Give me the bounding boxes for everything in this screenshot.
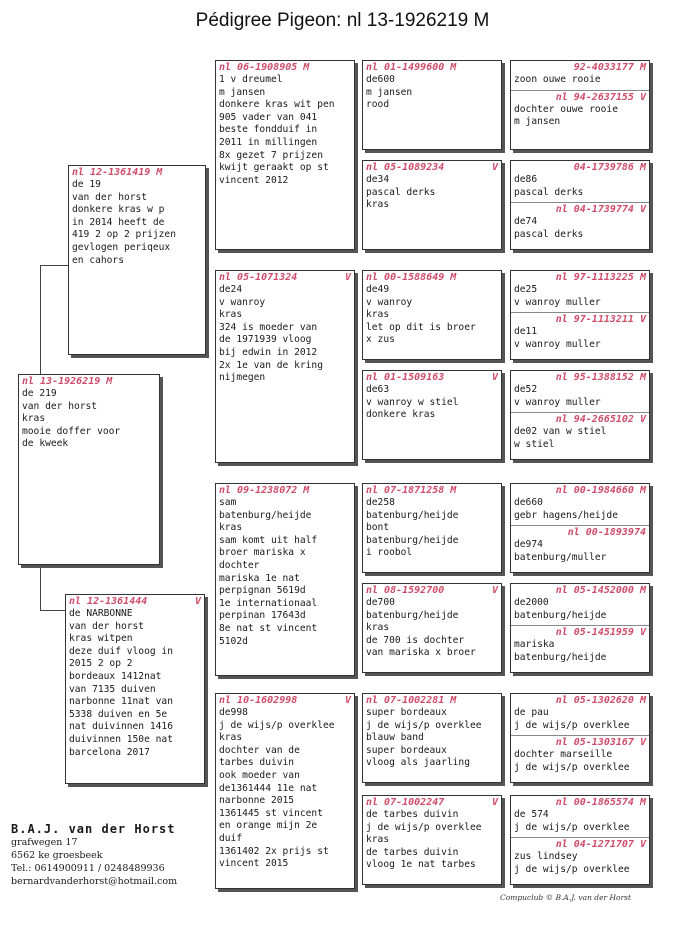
info-line: nijmegen (219, 372, 266, 384)
info-line: vincent 2015 (219, 858, 289, 870)
info-line: zus lindsey (514, 851, 578, 863)
pigeon-info (511, 174, 649, 199)
info-line: blauw band (366, 732, 424, 744)
info-line: de 574 (514, 809, 549, 820)
info-line: 8x gezet 7 prijzen (219, 149, 323, 161)
info-line: v wanroy muller (514, 296, 601, 308)
info-line: kras (22, 413, 46, 425)
info-line: v wanroy (366, 296, 413, 308)
subject-pigeon-card[interactable] (18, 374, 160, 565)
info-line: van 7135 duiven (69, 683, 156, 695)
info-line: mooie doffer voor (22, 425, 121, 437)
info-line: kras (366, 199, 390, 211)
info-line: de86 (514, 174, 538, 185)
info-line: j de wijs/p overklee (366, 719, 482, 731)
info-line: rood (366, 99, 390, 111)
gen5-pair-card[interactable] (510, 483, 650, 573)
info-line: broer mariska x (219, 547, 306, 559)
info-line: de NARBONNE (69, 608, 133, 619)
info-line: sam (219, 497, 237, 508)
sire-entry (511, 584, 649, 622)
pigeon-info (511, 284, 649, 309)
ring-number: 92-4033177 M (573, 62, 646, 73)
dam-entry (511, 837, 649, 876)
info-line: w stiel (514, 438, 555, 450)
sex: V (344, 272, 351, 283)
dam-entry (511, 202, 649, 241)
great-grandparent-card[interactable] (362, 160, 502, 250)
dam-entry (511, 735, 649, 774)
grandparent-card[interactable] (215, 60, 355, 250)
info-line: duif (219, 832, 243, 844)
dam-entry (511, 625, 649, 664)
info-line: kras (219, 732, 243, 744)
page-title: Pédigree Pigeon: nl 13-1926219 M (195, 10, 490, 31)
info-line: 2x 1e van de kring (219, 359, 323, 371)
sire-entry (511, 371, 649, 409)
great-grandparent-card[interactable] (362, 583, 502, 673)
ring-number: nl 05-1089234 (366, 162, 445, 173)
info-line: bont (366, 522, 390, 534)
pigeon-info (511, 707, 649, 732)
info-line: beste fondduif in (219, 124, 318, 136)
pigeon-info (216, 284, 354, 385)
info-line: bordeaux 1412nat (69, 670, 162, 682)
pigeon-info (69, 179, 205, 267)
grandparent-card[interactable] (215, 483, 355, 676)
info-line: de660 (514, 497, 543, 508)
sire-entry (511, 271, 649, 309)
info-line: j de wijs/p overklee (514, 761, 630, 773)
ring-number: nl 94-2637155 V (555, 91, 646, 103)
info-line: de2000 (514, 597, 549, 608)
info-line: i roobol (366, 547, 413, 559)
ring-number: nl 94-2665102 V (555, 414, 646, 426)
info-line: donkere kras (366, 409, 436, 421)
info-line: batenburg/heijde (366, 534, 459, 546)
ring-number: nl 97-1113225 M (555, 272, 646, 283)
breeder-phone: Tel.: 0614900911 / 0248489936 (11, 863, 165, 874)
sire-entry (511, 484, 649, 522)
info-line: vloog 1e nat tarbes (366, 859, 476, 871)
info-line: de pau (514, 707, 549, 718)
connector-dam-hook (40, 610, 66, 611)
great-grandparent-card[interactable] (362, 483, 502, 573)
info-line: j de wijs/p overklee (366, 821, 482, 833)
info-line: v wanroy (219, 296, 266, 308)
pigeon-info (66, 608, 204, 759)
info-line: j de wijs/p overklee (514, 821, 630, 833)
breeder-address: grafwegen 17 (11, 837, 78, 848)
info-line: 2011 in millingen (219, 136, 318, 148)
pigeon-info (511, 749, 649, 774)
info-line: van der horst (72, 191, 148, 203)
info-line: van mariska x broer (366, 647, 476, 659)
sex: V (491, 797, 498, 808)
pigeon-info (363, 284, 501, 347)
info-line: de 19 (72, 179, 101, 190)
info-line: en orange mijn 2e (219, 820, 318, 832)
gen5-pair-card[interactable] (510, 60, 650, 150)
info-line: 419 2 op 2 prijzen (72, 229, 176, 241)
info-line: sam komt uit half (219, 534, 318, 546)
info-line: donkere kras w p (72, 204, 165, 216)
ring-number: nl 05-1302620 M (555, 695, 646, 706)
info-line: dochter van de (219, 744, 300, 756)
ring-number: nl 13-1926219 M (22, 376, 113, 387)
dam-entry (511, 312, 649, 351)
info-line: perpignan 5619d (219, 585, 306, 597)
pigeon-info (511, 539, 649, 564)
info-line: v wanroy muller (514, 396, 601, 408)
info-line: 8e nat st vincent (219, 622, 318, 634)
grandparent-card[interactable] (215, 270, 355, 463)
info-line: 1361445 st vincent (219, 807, 323, 819)
info-line: kras (366, 622, 390, 634)
ring-number: nl 07-1002247 (366, 797, 445, 808)
gen5-pair-card[interactable] (510, 160, 650, 250)
info-line: pascal derks (514, 186, 584, 198)
grandparent-card[interactable] (215, 693, 355, 889)
info-line: de998 (219, 707, 248, 718)
info-line: van der horst (22, 400, 98, 412)
info-line: kwijt geraakt op st (219, 162, 329, 174)
info-line: pascal derks (514, 228, 584, 240)
pigeon-info (511, 216, 649, 241)
ring-number: nl 01-1499600 M (366, 62, 457, 73)
info-line: de63 (366, 384, 390, 395)
sex: V (491, 162, 498, 173)
info-line: m jansen (366, 86, 413, 98)
info-line: de02 van w stiel (514, 426, 607, 438)
info-line: tarbes duivin (219, 757, 295, 769)
info-line: mariska (514, 639, 555, 651)
pigeon-info (511, 809, 649, 834)
sire-entry (511, 694, 649, 732)
info-line: kras (366, 309, 390, 321)
ring-number: 04-1739786 M (573, 162, 646, 173)
sire-card[interactable] (68, 165, 206, 355)
info-line: van der horst (69, 620, 145, 632)
info-line: let op dit is broer (366, 321, 476, 333)
ring-number: nl 05-1071324 (219, 272, 298, 283)
pigeon-info (511, 639, 649, 664)
sex: V (491, 585, 498, 596)
info-line: m jansen (219, 86, 266, 98)
dam-entry (511, 90, 649, 129)
pigeon-info (511, 74, 649, 87)
breeder-name: B.A.J. van der Horst (11, 822, 176, 836)
breeder-info (11, 822, 177, 888)
info-line: v wanroy w stiel (366, 396, 459, 408)
info-line: super bordeaux (366, 707, 447, 718)
info-line: kras (219, 309, 243, 321)
ring-number: nl 04-1739774 V (555, 204, 646, 216)
info-line: de24 (219, 284, 243, 295)
breeder-city: 6562 ke groesbeek (11, 850, 103, 861)
ring-number: nl 95-1388152 M (555, 372, 646, 383)
dam-entry (511, 412, 649, 451)
info-line: gevlogen periqeux (72, 241, 171, 253)
sire-entry (511, 161, 649, 199)
info-line: j de wijs/p overklee (514, 719, 630, 731)
info-line: nat duivinnen 1416 (69, 721, 173, 733)
ring-number: nl 97-1113211 V (555, 314, 646, 326)
pigeon-info (511, 851, 649, 876)
info-line: de 219 (22, 388, 57, 399)
pigeon-info (511, 497, 649, 522)
info-line: de49 (366, 284, 390, 295)
info-line: vincent 2012 (219, 174, 289, 186)
info-line: de25 (514, 284, 538, 295)
info-line: de74 (514, 216, 538, 228)
info-line: de kweek (22, 438, 69, 450)
info-line: de974 (514, 539, 543, 551)
info-line: batenburg/heijde (514, 609, 607, 621)
info-line: duivinnen 150e nat (69, 733, 173, 745)
ring-number: nl 05-1452000 M (555, 585, 646, 596)
sex: V (491, 372, 498, 383)
pigeon-info (511, 384, 649, 409)
pigeon-info (511, 104, 649, 129)
info-line: de11 (514, 326, 538, 338)
info-line: in 2014 heeft de (72, 216, 165, 228)
info-line: de1361444 11e nat (219, 782, 318, 794)
pigeon-info (216, 497, 354, 648)
info-line: batenburg/heijde (219, 509, 312, 521)
ring-number: nl 10-1602998 (219, 695, 298, 706)
ring-number: nl 00-1588649 M (366, 272, 457, 283)
sire-entry (511, 796, 649, 834)
ring-number: nl 07-1871258 M (366, 485, 457, 496)
sire-entry (511, 61, 649, 87)
info-line: de600 (366, 74, 395, 85)
ring-number: nl 00-1893974 (567, 527, 646, 539)
gen5-pair-card[interactable] (510, 583, 650, 673)
info-line: kras witpen (69, 633, 133, 645)
pigeon-info (19, 388, 159, 451)
gen5-pair-card[interactable] (510, 370, 650, 460)
info-line: narbonne 11nat van (69, 696, 173, 708)
info-line: 324 is moeder van (219, 321, 318, 333)
ring-number: nl 09-1238072 M (219, 485, 310, 496)
info-line: dochter marseille (514, 749, 613, 761)
info-line: deze duif vloog in (69, 645, 173, 657)
info-line: de 700 is dochter (366, 634, 465, 646)
breeder-email[interactable]: bernardvanderhorst@hotmail.com (11, 876, 178, 887)
gen5-pair-card[interactable] (510, 795, 650, 885)
info-line: gebr hagens/heijde (514, 509, 618, 521)
pigeon-info (511, 326, 649, 351)
info-line: barcelona 2017 (69, 746, 150, 758)
info-line: 1361402 2x prijs st (219, 845, 329, 857)
dam-entry (511, 525, 649, 564)
pigeon-info (511, 597, 649, 622)
ring-number: nl 05-1451959 V (555, 627, 646, 639)
ring-number: nl 00-1865574 M (555, 797, 646, 808)
info-line: batenburg/heijde (366, 509, 459, 521)
ring-number: nl 07-1002281 M (366, 695, 457, 706)
sex: V (194, 596, 201, 607)
info-line: 905 vader van 041 (219, 111, 318, 123)
ring-number: nl 06-1908905 M (219, 62, 310, 73)
pigeon-info (511, 426, 649, 451)
info-line: batenburg/heijde (366, 609, 459, 621)
info-line: de tarbes duivin (366, 809, 459, 820)
info-line: vloog als jaarling (366, 757, 470, 769)
pigeon-info (363, 809, 501, 872)
ring-number: nl 01-1509163 (366, 372, 445, 383)
great-grandparent-card[interactable] (362, 370, 502, 460)
info-line: zoon ouwe rooie (514, 74, 601, 85)
info-line: dochter (219, 559, 260, 571)
great-grandparent-card[interactable] (362, 693, 502, 783)
great-grandparent-card[interactable] (362, 795, 502, 885)
pigeon-info (363, 707, 501, 770)
info-line: de52 (514, 384, 538, 395)
info-line: j de wijs/p overklee (219, 719, 335, 731)
info-line: dochter ouwe rooie (514, 103, 618, 115)
info-line: de258 (366, 497, 395, 508)
gen5-pair-card[interactable] (510, 693, 650, 783)
info-line: de 1971939 vloog (219, 334, 312, 346)
info-line: 2015 2 op 2 (69, 658, 133, 670)
gen5-pair-card[interactable] (510, 270, 650, 360)
info-line: j de wijs/p overklee (514, 863, 630, 875)
info-line: de700 (366, 597, 395, 608)
info-line: ook moeder van (219, 769, 300, 781)
info-line: mariska 1e nat (219, 572, 300, 584)
info-line: 5338 duiven en 5e (69, 708, 168, 720)
great-grandparent-card[interactable] (362, 60, 502, 150)
info-line: 1e internationaal (219, 597, 318, 609)
info-line: super bordeaux (366, 744, 447, 756)
pigeon-info (216, 707, 354, 871)
ring-number: nl 12-1361444 (69, 596, 148, 607)
info-line: x zus (366, 334, 395, 346)
info-line: 5102d (219, 635, 248, 647)
info-line: perpinan 17643d (219, 610, 306, 622)
pigeon-info (363, 384, 501, 422)
connector-sire-line (40, 265, 41, 375)
pigeon-info (216, 74, 354, 187)
connector-sire-hook (40, 265, 69, 266)
info-line: narbonne 2015 (219, 795, 295, 807)
info-line: en cahors (72, 254, 124, 266)
info-line: bij edwin in 2012 (219, 346, 318, 358)
ring-number: nl 08-1592700 (366, 585, 445, 596)
connector-dam-line (40, 565, 41, 610)
info-line: batenburg/muller (514, 551, 607, 563)
info-line: batenburg/heijde (514, 651, 607, 663)
info-line: pascal derks (366, 186, 436, 198)
pigeon-info (363, 497, 501, 560)
info-line: kras (219, 522, 243, 534)
pigeon-info (363, 174, 501, 212)
info-line: m jansen (514, 116, 561, 128)
pigeon-info (363, 597, 501, 660)
ring-number: nl 12-1361419 M (72, 167, 163, 178)
ring-number: nl 04-1271707 V (555, 839, 646, 851)
info-line: 1 v dreumel (219, 74, 283, 85)
footer-credit: Compuclub © B.A.J. van der Horst (500, 893, 632, 902)
great-grandparent-card[interactable] (362, 270, 502, 360)
pigeon-info (363, 74, 501, 112)
info-line: de34 (366, 174, 390, 185)
info-line: donkere kras wit pen (219, 99, 335, 111)
sex: V (344, 695, 351, 706)
info-line: v wanroy muller (514, 338, 601, 350)
ring-number: nl 05-1303167 V (555, 737, 646, 749)
info-line: de tarbes duivin (366, 846, 459, 858)
info-line: kras (366, 834, 390, 846)
dam-card[interactable] (65, 594, 205, 784)
ring-number: nl 00-1984660 M (555, 485, 646, 496)
